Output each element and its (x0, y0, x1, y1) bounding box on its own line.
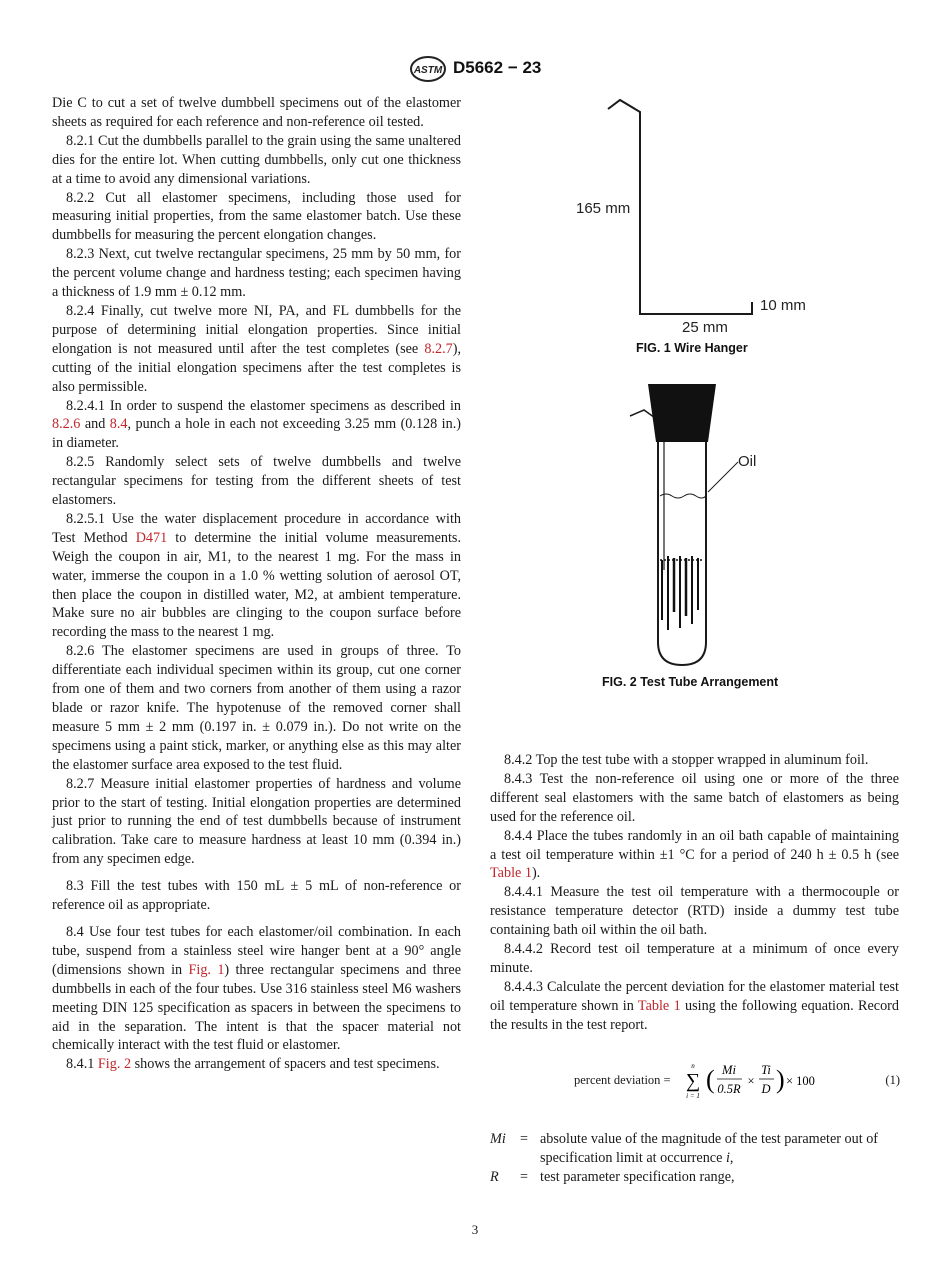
paragraph-8-4-3: 8.4.3 Test the non-reference oil using one or more of the three different seal elastomers with the same batch of elastomers as being used for the reference oil. (490, 770, 899, 825)
symbol-definitions (490, 1130, 900, 1187)
paragraph-8-2-3: 8.2.3 Next, cut twelve rectangular specimens, 25 mm by 50 mm, for the percent volume change and hardness testing; each specimen having a thickness of 1.9 mm ± 0.12 mm. (52, 246, 461, 301)
paragraph-8-4-4-1: 8.4.4.1 Measure the test oil temperature with a thermocouple or resistance temperature detector (RTD) inside a dummy test tube containing bath oil within the oil bath. (490, 884, 899, 939)
paragraph-8-4-2: 8.4.2 Top the test tube with a stopper wrapped in aluminum foil. (504, 752, 869, 768)
label-10mm: 10 mm (760, 297, 806, 314)
page-number: 3 (471, 1222, 479, 1237)
paragraph-8-4-4: 8.4.4 Place the tubes randomly in an oil bath capable of maintaining a test oil temperature within ±1 °C for a period of 240 h ± 0.5 h (see Table 1). (490, 827, 899, 882)
label-oil: Oil (738, 453, 757, 470)
link-d471[interactable]: D471 (135, 529, 168, 546)
svg-text:×: × (747, 1074, 755, 1088)
paragraph-8-2-4: 8.2.4 Finally, cut twelve more NI, PA, and FL dumbbells for the purpose of determining initial elongation properties. Since initial elongation is not measured until after the test completes (see 8.2.7), cutting of the initial elongation specimens after the test completes is also permissible. (52, 302, 461, 395)
label-165mm: 165 mm (576, 200, 631, 217)
svg-text:): ) (776, 1065, 785, 1094)
link-8-2-6[interactable]: 8.2.6 (52, 416, 81, 433)
equation-body (686, 1060, 826, 1102)
link-8-2-7[interactable]: 8.2.7 (424, 340, 453, 357)
paragraph-8-4-4-2: 8.4.4.2 Record test oil temperature at a minimum of once every minute. (490, 941, 899, 976)
right-column (490, 751, 899, 1035)
paragraph-8-2-6: 8.2.6 The elastomer specimens are used in groups of three. To differentiate each individual specimen within its group, cut one corner from one of them and two corners from another of them using a razor blade or razor knife. The hypotenuse of the removed corner shall measure 5 mm ± 2 mm (0.197 in. ± 0.079 in.). Do not write on the specimens using a paint stick, marker, or anything else as this may alter the elastomer surface area exposed to the test fluid. (52, 643, 461, 773)
document-designation: D5662 − 23 (453, 58, 542, 77)
paragraph-die-c: Die C to cut a set of twelve dumbbell specimens out of the elastomer sheets as required for each reference and non-reference oil tested. (52, 95, 461, 130)
equation-number: (1) (885, 1073, 900, 1087)
paragraph-8-4-4-3: 8.4.4.3 Calculate the percent deviation for the elastomer material test oil temperature shown in Table 1 using the following equation. Record the results in the test report. (490, 978, 899, 1033)
svg-text:× 100: × 100 (786, 1074, 815, 1088)
svg-text:∑: ∑ (686, 1070, 701, 1092)
link-table-1[interactable]: Table 1 (490, 865, 532, 882)
label-25mm: 25 mm (682, 319, 728, 336)
svg-text:D: D (761, 1082, 771, 1096)
paragraph-8-4-1: 8.4.1 Fig. 2 shows the arrangement of spacers and test specimens. (66, 1056, 440, 1073)
definition-mi: Mi = absolute value of the magnitude of the test parameter out of specification limit at occurrence i, (490, 1131, 879, 1166)
figure-wire-hanger (560, 92, 830, 342)
svg-text:n: n (691, 1062, 695, 1070)
paragraph-8-2-2: 8.2.2 Cut all elastomer specimens, including those used for measuring initial properties, from the same elastomer batch. Use these dumbbells for measuring the percent elongation changes. (52, 189, 461, 244)
definition-r: R = test parameter specification range, (490, 1168, 735, 1185)
link-8-4[interactable]: 8.4 (109, 416, 128, 433)
svg-text:0.5R: 0.5R (717, 1082, 741, 1096)
paragraph-8-2-1: 8.2.1 Cut the dumbbells parallel to the grain using the same unaltered dies for the entire lot. When cutting dumbbells, only cut one thickness at a time to avoid any dimensional variations. (52, 132, 461, 187)
svg-text:Ti: Ti (761, 1063, 771, 1077)
link-fig-2[interactable]: Fig. 2 (97, 1056, 132, 1073)
test-tube-outline (658, 442, 706, 665)
left-column (52, 94, 461, 1074)
svg-text:Mi: Mi (722, 1063, 736, 1077)
page-header (0, 56, 950, 82)
paragraph-8-4: 8.4 Use four test tubes for each elastomer/oil combination. In each tube, suspend from a stainless steel wire hanger bent at a 90° angle (dimensions shown in Fig. 1) three rectangular specimens and three dumbbells in each of the four tubes. Use 316 stainless steel M6 washers meeting DIN 125 specification as spacers in between the specimens to aid in the separation. The intent is that the spacer material not chemically interact with the test fluid or elastomer. (52, 923, 461, 1054)
paragraph-8-3: 8.3 Fill the test tubes with 150 mL ± 5 mL of non-reference or reference oil as appropriate. (52, 878, 461, 914)
paragraph-8-2-7: 8.2.7 Measure initial elastomer properties of hardness and volume prior to the start of testing. Initial elongation properties are determined just prior to running the end of test dumbbells because of instrument calibration. Take care to measure hardness at least 10 mm (0.394 in.) from any specimen edge. (52, 775, 461, 868)
equation-lhs: percent deviation = (574, 1073, 671, 1087)
logo-text: ASTM (413, 65, 443, 76)
figure-test-tube (620, 380, 780, 670)
figure-2-caption: FIG. 2 Test Tube Arrangement (602, 675, 779, 689)
paragraph-8-2-4-1: 8.2.4.1 In order to suspend the elastomer specimens as described in 8.2.6 and 8.4, punch a hole in each not exceeding 3.25 mm (0.128 in.) in diameter. (52, 397, 461, 452)
svg-text:(: ( (706, 1065, 715, 1094)
equation-1 (574, 1060, 904, 1102)
paragraph-8-2-5-1: 8.2.5.1 Use the water displacement procedure in accordance with Test Method D471 to determine the initial volume measurements. Weigh the coupon in air, M1, to the nearest 1 mg. For the mass in water, immerse the coupon in a 1.0 % wetting solution of aerosol OT, then place the coupon in distilled water, M2, at ambient temperature. Make sure no air bubbles are clinging to the coupon surface before recording the mass to the nearest 1 mg. (52, 510, 461, 641)
specimens-stack (660, 556, 704, 630)
link-table-1-second[interactable]: Table 1 (637, 997, 681, 1014)
paragraph-8-2-5: 8.2.5 Randomly select sets of twelve dumbbells and twelve rectangular specimens for testing from the different sheets of test elastomers. (52, 454, 461, 509)
svg-text:i = 1: i = 1 (686, 1092, 700, 1100)
astm-logo-icon (409, 56, 447, 82)
stopper-icon (648, 384, 716, 442)
link-fig-1[interactable]: Fig. 1 (188, 961, 225, 978)
figure-1-caption: FIG. 1 Wire Hanger (636, 341, 748, 355)
oil-level-line (660, 494, 706, 498)
